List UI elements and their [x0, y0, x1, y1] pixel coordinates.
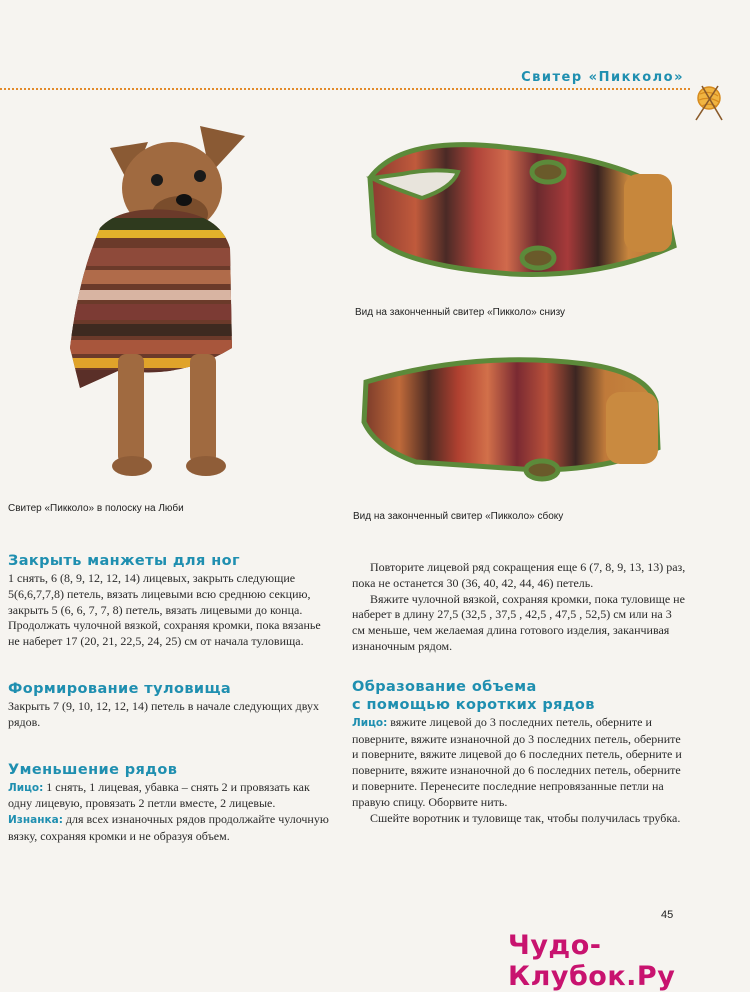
side-view-caption: Вид на законченный свитер «Пикколо» сбоку — [353, 511, 564, 522]
section-heading-short-rows-1: Образование объема — [352, 678, 537, 695]
paragraph-closing: Сшейте воротник и туловище так, чтобы получилась трубка. — [370, 810, 681, 825]
header-divider — [0, 88, 690, 90]
section-text-row-decrease-back: Изнанка: для всех изнаночных рядов продолжайте чулочную вязку, сохраняя кромки и не образуя объем. — [8, 812, 329, 843]
face-label: Лицо: — [8, 781, 44, 794]
section-heading-leg-cuffs: Закрыть манжеты для ног — [8, 553, 240, 569]
section-heading-short-rows-2: с помощью коротких рядов — [352, 696, 595, 713]
sweater-bottom-view-photo — [362, 128, 680, 296]
section-heading-body-forming: Формирование туловища — [8, 680, 232, 697]
site-watermark: Чудо-Клубок.Ру — [508, 930, 676, 992]
left-column — [8, 553, 330, 845]
back-label: Изнанка: — [8, 814, 63, 827]
yarn-ball-icon — [692, 82, 726, 122]
section-text-short-rows: Лицо: вяжите лицевой до 3 последних петель, оберните и поверните, вяжите изнаночной до 3 последних петель, оберните и поверните, вяжите лицевой до 6 последних петель, оберните и поверните, вяжите изнаночной до 6 последних петель, оберните и поверните. Перенесите последние непровязанные петли на правую спицу. Оборвите нить. — [352, 714, 682, 809]
section-text-leg-cuffs-continue: Продолжать чулочной вязкой, сохраняя кромки, пока вязанье не наберет 17 (20, 21, 22,5, 24, 25) см от начала туловища. — [8, 618, 321, 649]
right-column — [352, 560, 686, 826]
face-label-short-rows: Лицо: — [352, 716, 388, 729]
section-heading-row-decrease: Уменьшение рядов — [8, 761, 178, 778]
paragraph-stockinette: Вяжите чулочной вязкой, сохраняя кромки, пока туловище не наберет в длину 27,5 (32,5 , 37,5 , 42,5 , 47,5 , 52,5) см или на 3 см меньше, чем желаемая длина готового изделия, заканчивая изнаночным рядом. — [352, 591, 685, 653]
bottom-view-caption: Вид на законченный свитер «Пикколо» снизу — [355, 307, 566, 318]
sweater-side-view-photo — [356, 352, 666, 492]
section-text-row-decrease-face: Лицо: 1 снять, 1 лицевая, убавка – снять 2 и провязать как одну лицевую, провязать 2 петли вместе, 2 лицевые. — [8, 779, 310, 811]
dog-photo-caption: Свитер «Пикколо» в полоску на Люби — [8, 503, 184, 514]
section-text-leg-cuffs: 1 снять, 6 (8, 9, 12, 12, 14) лицевых, закрыть следующие 5(6,6,7,7,8) петель, вязать лицевыми всю среднюю секцию, закрыть 5 (6, 6, 7, 7, 8) петель, вязать лицевыми до конца. — [8, 571, 311, 617]
section-text-body-forming: Закрыть 7 (9, 10, 12, 12, 14) петель в начале следующих двух рядов. — [8, 698, 320, 729]
dog-sweater-photo — [60, 118, 250, 496]
page-number: 45 — [661, 909, 674, 921]
page-title: Свитер «Пикколо» — [517, 70, 688, 85]
paragraph-repeat-row: Повторите лицевой ряд сокращения еще 6 (7, 8, 9, 13, 13) раз, пока не останется 30 (36, 40, 42, 44, 46) петель. — [352, 560, 686, 590]
